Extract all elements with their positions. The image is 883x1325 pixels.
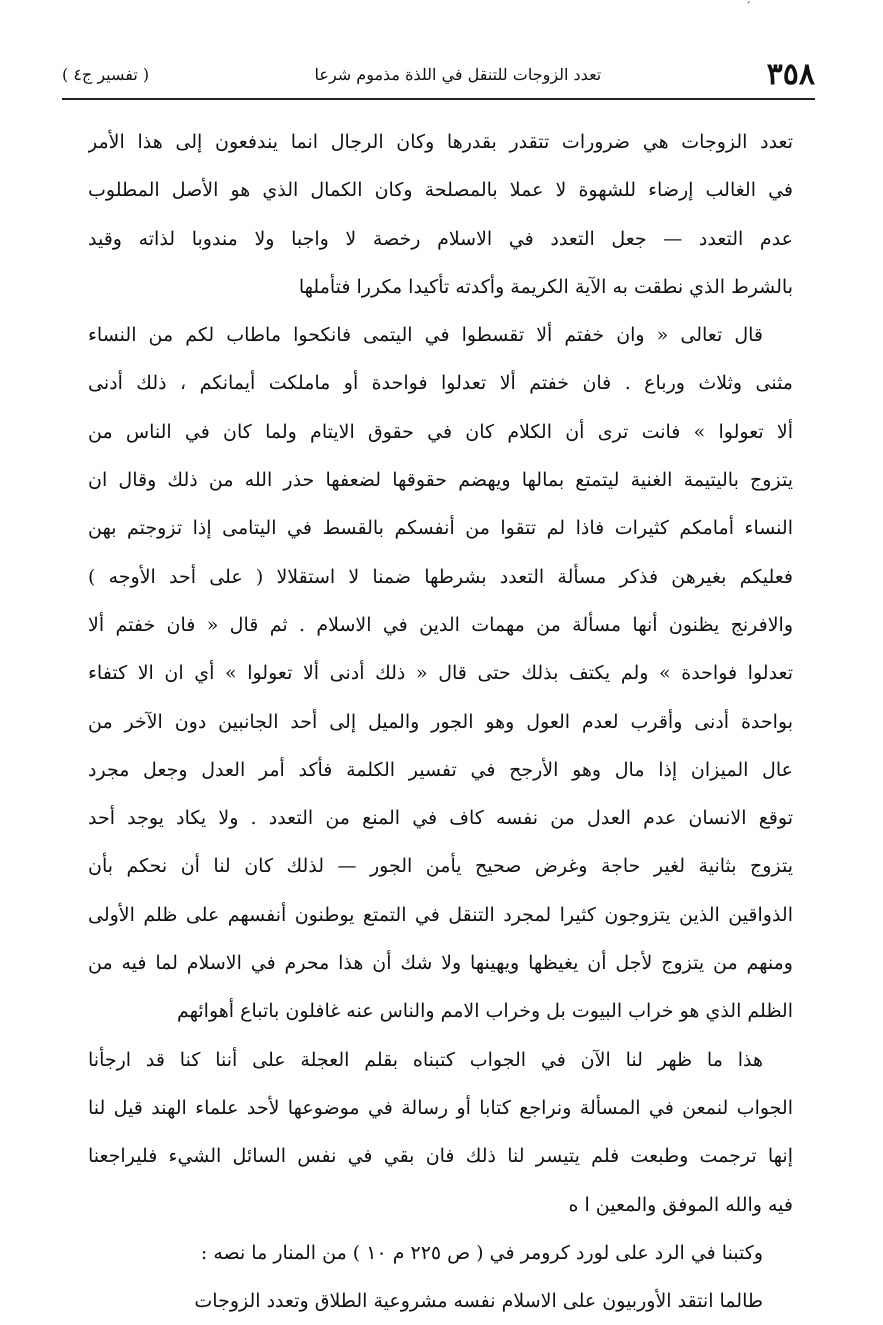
text-line: في الغالب إرضاء للشهوة لا عملا بالمصلحة وكان الكمال الذي هو الأصل المطلوب [88, 179, 793, 202]
text-line: ألا تعولوا » فانت ترى أن الكلام كان في حقوق الايتام ولما كان في الناس من [88, 420, 793, 443]
text-line: الجواب لنمعن في المسألة ونراجع كتابا أو رسالة في موضوعها لأحد علماء الهند قيل لنا [88, 1096, 793, 1119]
text-line: الظلم الذي هو خراب البيوت بل وخراب الامم والناس عنه غافلون باتباع أهوائهم [176, 1000, 793, 1023]
text-line: الذواقين الذين يتزوجون كثيرا لمجرد التنقل في التمتع يوطنون أنفسهم على ظلم الأولى [88, 903, 793, 926]
text-line: قال تعالى « وان خفتم ألا تقسطوا في اليتمى فانكحوا ماطاب لكم من النساء [88, 324, 763, 347]
text-line: يتزوج باليتيمة الغنية ليتمتع بمالها ويهضم حقوقها لضعفها حذر الله من ذلك وقال ان [88, 469, 793, 492]
text-line: مثنى وثلاث ورباع . فان خفتم ألا تعدلوا فواحدة أو ماملكت أيمانكم ، ذلك أدنى [88, 372, 793, 395]
text-line: إنها ترجمت وطبعت فلم يتيسر لنا ذلك فان بقي في نفس السائل الشيء فليراجعنا [88, 1145, 793, 1168]
page-number: ٣٥٨ [766, 56, 815, 92]
running-title: تعدد الزوجات للتنقل في اللذة مذموم شرعا [314, 64, 602, 84]
text-line: ومنهم من يتزوج لأجل أن يغيظها ويهينها ولا شك أن هذا محرم في الاسلام لما فيه من [88, 952, 793, 975]
text-line: والافرنج يظنون أنها مسألة من مهمات الدين في الاسلام . ثم قال « فان خفتم ألا [88, 613, 793, 636]
text-line: عدم التعدد — جعل التعدد في الاسلام رخصة لا واجبا ولا مندوبا لذاته وقيد [88, 227, 793, 250]
text-line: يتزوج بثانية لغير حاجة وغرض صحيح يأمن الجور — لذلك كان لنا أن نحكم بأن [88, 855, 793, 878]
text-line: عال الميزان إذا مال وهو الأرجح في تفسير الكلمة فأكد أمر العدل وجعل مجرد [88, 758, 793, 781]
text-line: بواحدة أدنى وأقرب لعدم العول وهو الجور والميل إلى أحد الجانبين دون الآخر من [88, 710, 793, 733]
text-line: هذا ما ظهر لنا الآن في الجواب كتبناه بقلم العجلة على أننا كنا قد ارجأنا [88, 1048, 763, 1071]
header-divider [62, 98, 815, 100]
text-line: توقع الانسان عدم العدل من نفسه كاف في المنع من التعدد . ولا يكاد يوجد أحد [88, 807, 793, 830]
text-line: النساء أمامكم كثيرات فاذا لم تتقوا من أنفسكم بالقسط في اليتامى إذا تزوجتم بهن [88, 517, 793, 540]
section-label: ( تفسير ج٤ ) [62, 64, 150, 84]
body-text [88, 118, 793, 1325]
text-line: فعليكم بغيرهن فذكر مسألة التعدد بشرطها ضمنا لا استقلالا ( على أحد الأوجه ) [88, 565, 793, 588]
corner-mark: ˊ [745, 0, 751, 14]
text-line: تعدد الزوجات هي ضرورات تتقدر بقدرها وكان الرجال انما يندفعون إلى هذا الأمر [88, 131, 793, 153]
text-line: بالشرط الذي نطقت به الآية الكريمة وأكدته تأكيدا مكررا فتأملها [298, 275, 793, 298]
page-header [62, 52, 815, 96]
text-line: طالما انتقد الأوربيون على الاسلام نفسه مشروعية الطلاق وتعدد الزوجات [194, 1290, 763, 1313]
text-line: فيه والله الموفق والمعين ا ه [568, 1193, 793, 1216]
text-line: تعدلوا فواحدة » ولم يكتف بذلك حتى قال « ذلك أدنى ألا تعولوا » أي ان الا كتفاء [88, 662, 793, 685]
text-line: وكتبنا في الرد على لورد كرومر في ( ص ٢٢٥ م ١٠ ) من المنار ما نصه : [200, 1241, 763, 1264]
